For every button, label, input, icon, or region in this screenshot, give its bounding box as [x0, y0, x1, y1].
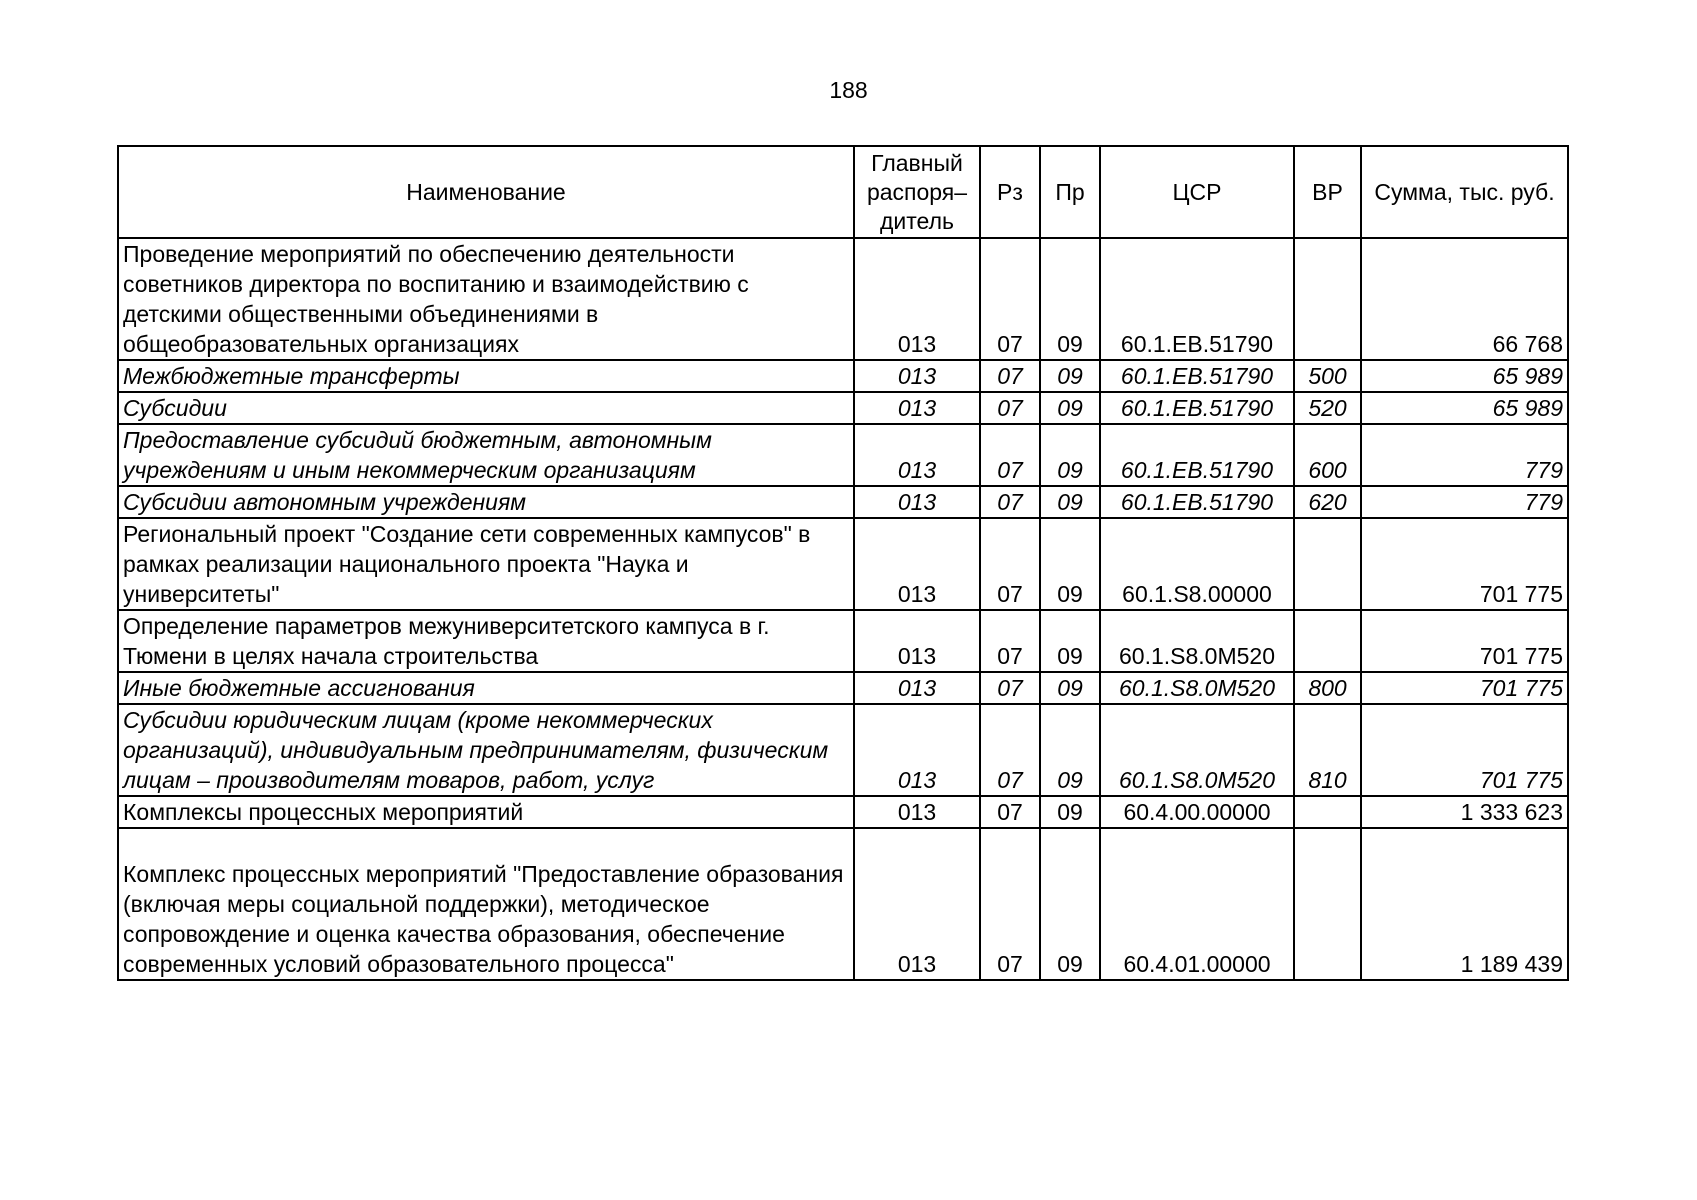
cell-csr: 60.1.S8.00000 — [1100, 518, 1294, 610]
cell-pr: 09 — [1040, 610, 1100, 672]
cell-rz: 07 — [980, 392, 1040, 424]
cell-pr: 09 — [1040, 238, 1100, 360]
header-name: Наименование — [118, 146, 854, 238]
cell-name: Проведение мероприятий по обеспечению деятельности советников директора по воспитанию и взаимодействию с детскими общественными объединениями в общеобразовательных организациях — [118, 238, 854, 360]
cell-chief: 013 — [854, 796, 980, 828]
cell-csr: 60.4.01.00000 — [1100, 828, 1294, 980]
cell-rz: 07 — [980, 360, 1040, 392]
cell-name: Региональный проект "Создание сети современных кампусов" в рамках реализации национального проекта "Наука и университеты" — [118, 518, 854, 610]
cell-sum: 701 775 — [1361, 610, 1568, 672]
cell-sum: 66 768 — [1361, 238, 1568, 360]
cell-sum: 1 189 439 — [1361, 828, 1568, 980]
cell-name: Субсидии автономным учреждениям — [118, 486, 854, 518]
cell-rz: 07 — [980, 704, 1040, 796]
cell-chief: 013 — [854, 704, 980, 796]
cell-pr: 09 — [1040, 518, 1100, 610]
cell-rz: 07 — [980, 518, 1040, 610]
cell-rz: 07 — [980, 486, 1040, 518]
cell-vr: 810 — [1294, 704, 1361, 796]
cell-vr — [1294, 796, 1361, 828]
cell-sum: 701 775 — [1361, 704, 1568, 796]
cell-vr: 620 — [1294, 486, 1361, 518]
cell-chief: 013 — [854, 392, 980, 424]
cell-rz: 07 — [980, 796, 1040, 828]
header-vr: ВР — [1294, 146, 1361, 238]
cell-name: Комплекс процессных мероприятий "Предоставление образования (включая меры социальной поддержки), методическое сопровождение и оценка качества образования, обеспечение современных условий образовательного процесса" — [118, 828, 854, 980]
cell-vr — [1294, 610, 1361, 672]
cell-vr — [1294, 518, 1361, 610]
cell-csr: 60.1.S8.0М520 — [1100, 610, 1294, 672]
cell-csr: 60.1.ЕВ.51790 — [1100, 392, 1294, 424]
cell-name: Определение параметров межуниверситетского кампуса в г. Тюмени в целях начала строительства — [118, 610, 854, 672]
table-row — [118, 610, 1568, 672]
cell-pr: 09 — [1040, 672, 1100, 704]
cell-csr: 60.1.ЕВ.51790 — [1100, 238, 1294, 360]
cell-rz: 07 — [980, 828, 1040, 980]
cell-vr — [1294, 238, 1361, 360]
cell-pr: 09 — [1040, 360, 1100, 392]
header-rz: Рз — [980, 146, 1040, 238]
cell-pr: 09 — [1040, 828, 1100, 980]
header-csr: ЦСР — [1100, 146, 1294, 238]
cell-chief: 013 — [854, 672, 980, 704]
cell-csr: 60.1.S8.0М520 — [1100, 704, 1294, 796]
cell-pr: 09 — [1040, 486, 1100, 518]
cell-rz: 07 — [980, 672, 1040, 704]
table-row — [118, 238, 1568, 360]
cell-rz: 07 — [980, 610, 1040, 672]
cell-vr: 500 — [1294, 360, 1361, 392]
cell-pr: 09 — [1040, 796, 1100, 828]
cell-pr: 09 — [1040, 424, 1100, 486]
budget-table — [117, 145, 1569, 981]
cell-rz: 07 — [980, 424, 1040, 486]
cell-chief: 013 — [854, 828, 980, 980]
cell-csr: 60.1.ЕВ.51790 — [1100, 486, 1294, 518]
cell-chief: 013 — [854, 238, 980, 360]
table-row — [118, 486, 1568, 518]
table-row — [118, 672, 1568, 704]
cell-chief: 013 — [854, 424, 980, 486]
table-row — [118, 360, 1568, 392]
cell-sum: 779 — [1361, 424, 1568, 486]
cell-sum: 65 989 — [1361, 392, 1568, 424]
cell-chief: 013 — [854, 610, 980, 672]
header-pr: Пр — [1040, 146, 1100, 238]
table-row — [118, 704, 1568, 796]
table-row — [118, 424, 1568, 486]
cell-pr: 09 — [1040, 392, 1100, 424]
cell-rz: 07 — [980, 238, 1040, 360]
cell-sum: 1 333 623 — [1361, 796, 1568, 828]
cell-name: Субсидии юридическим лицам (кроме некоммерческих организаций), индивидуальным предпринимателям, физическим лицам – производителям товаров, работ, услуг — [118, 704, 854, 796]
cell-sum: 779 — [1361, 486, 1568, 518]
cell-csr: 60.1.ЕВ.51790 — [1100, 360, 1294, 392]
cell-vr: 520 — [1294, 392, 1361, 424]
cell-pr: 09 — [1040, 704, 1100, 796]
cell-csr: 60.1.ЕВ.51790 — [1100, 424, 1294, 486]
table-row — [118, 518, 1568, 610]
table-row — [118, 392, 1568, 424]
cell-name: Комплексы процессных мероприятий — [118, 796, 854, 828]
header-chief: Главный распоря– дитель — [854, 146, 980, 238]
table-row — [118, 828, 1568, 980]
cell-name: Субсидии — [118, 392, 854, 424]
cell-chief: 013 — [854, 518, 980, 610]
cell-csr: 60.1.S8.0М520 — [1100, 672, 1294, 704]
cell-vr — [1294, 828, 1361, 980]
cell-sum: 701 775 — [1361, 518, 1568, 610]
cell-name: Межбюджетные трансферты — [118, 360, 854, 392]
cell-chief: 013 — [854, 486, 980, 518]
cell-csr: 60.4.00.00000 — [1100, 796, 1294, 828]
cell-vr: 800 — [1294, 672, 1361, 704]
cell-sum: 701 775 — [1361, 672, 1568, 704]
cell-vr: 600 — [1294, 424, 1361, 486]
cell-chief: 013 — [854, 360, 980, 392]
page-number: 188 — [829, 77, 868, 103]
table-header-row — [118, 146, 1568, 238]
cell-name: Иные бюджетные ассигнования — [118, 672, 854, 704]
header-sum: Сумма, тыс. руб. — [1361, 146, 1568, 238]
cell-name: Предоставление субсидий бюджетным, автономным учреждениям и иным некоммерческим организациям — [118, 424, 854, 486]
cell-sum: 65 989 — [1361, 360, 1568, 392]
table-row — [118, 796, 1568, 828]
